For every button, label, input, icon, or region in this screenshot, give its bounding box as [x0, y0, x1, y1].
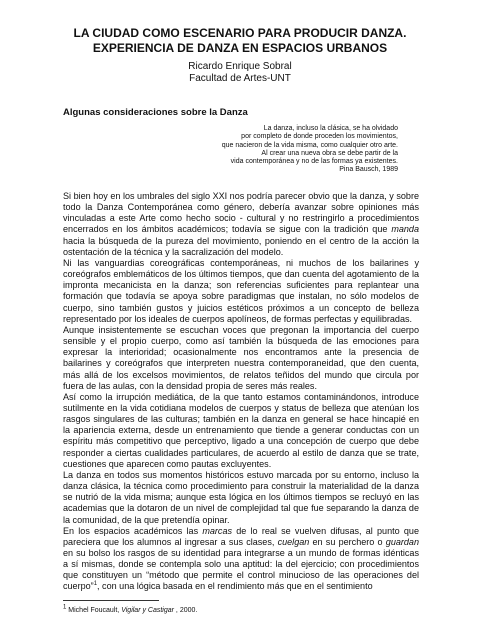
paragraph-text: en su perchero o — [309, 536, 386, 547]
paragraph-text: en su bolso los rasgos de su identidad para integrarse a un mundo de formas idénticas a sí mismas, donde se contempla solo una aptitud: la del ejercicio; con procedimientos que constituyen un “método que permite el control minucioso de las operaciones del cuerpo” — [63, 548, 419, 592]
epigraph — [138, 125, 398, 175]
footnote-divider — [63, 600, 159, 601]
page-title — [40, 26, 440, 55]
epigraph-attribution: Pina Bausch, 1989 — [339, 166, 398, 174]
paragraph-text: , con una lógica basada en el rendimiento más que en el sentimiento — [97, 581, 373, 592]
emphasis-text: manda — [391, 224, 419, 235]
paragraph-1 — [63, 191, 419, 258]
emphasis-text: guardan — [385, 536, 419, 547]
footnote-marker: 1 — [63, 604, 67, 611]
paragraph-2: Ni las vanguardias coreográficas contemporáneas, ni muchos de los bailarines y coreógrafos emblemáticos de los últimos tiempos, que dan cuenta del agotamiento de la impronta mecanicista en la danza; son referencias suficientes para replantear una formación que todavía se apoya sobre paradigmas que instalan, no sólo modelos de cuerpo, sino también gustos y juicios estéticos próximos a un concepto de belleza representado por los ideales de cuerpos apolíneos, de formas perfectas y equilibradas. — [63, 257, 419, 324]
paragraph-text: En los espacios académicos las — [63, 525, 203, 536]
footnote-author: Michel Foucault, — [66, 607, 122, 614]
paragraph-text: hacia la búsqueda de la pureza del movimiento, poniendo en el centro de la acción la ostentación de la técnica y la sacralización del modelo. — [63, 235, 419, 257]
body-text — [63, 191, 419, 593]
section-heading: Algunas consideraciones sobre la Danza — [63, 107, 248, 118]
emphasis-text: cuelgan — [277, 536, 310, 547]
epigraph-line: Al crear una nueva obra se debe partir de la — [261, 149, 398, 157]
author-block — [40, 61, 440, 85]
title-line-2: EXPERIENCIA DE DANZA EN ESPACIOS URBANOS — [92, 40, 388, 55]
footnote-year: , 2000. — [173, 607, 198, 614]
footnote-work: Vigilar y Castigar — [121, 607, 174, 614]
author-affiliation: Facultad de Artes-UNT — [189, 73, 291, 84]
epigraph-line: vida contemporánea y no de las formas ya existentes. — [230, 158, 398, 166]
epigraph-line: que nacieron de la vida misma, como cualquier otro arte. — [221, 141, 398, 149]
footnote — [63, 606, 197, 615]
paragraph-5: La danza en todos sus momentos históricos estuvo marcada por su entorno, incluso la danza clásica, la técnica como procedimiento para construir la materialidad de la danza se nutrió de la vida misma; aunque esta lógica en los últimos tiempos se recluyó en las academias que la dotaron de un nivel de complejidad tal que fue separando la danza de la comunidad, de la que pretendía opinar. — [63, 469, 419, 525]
author-name: Ricardo Enrique Sobral — [188, 61, 292, 72]
epigraph-line: por completo de donde proceden los movimientos, — [241, 133, 398, 141]
title-line-1: LA CIUDAD COMO ESCENARIO PARA PRODUCIR DANZA. — [73, 26, 407, 40]
paragraph-text: Si bien hoy en los umbrales del siglo XXI nos podría parecer obvio que la danza, y sobre todo la Danza Contemporánea como género, debería avanzar sobre opiniones más vinculadas a este Arte como hecho socio - cultural y no restringirlo a procedimientos encerrados en los ámbitos académicos; todavía se sigue con la tradición que — [63, 191, 419, 235]
paragraph-6 — [63, 526, 419, 593]
paragraph-3: Aunque insistentemente se escuchan voces que pregonan la importancia del cuerpo sensible y el propio cuerpo, como así también la búsqueda de las emociones para expresar la interioridad; ocasionalmente nos encontramos ante la presencia de bailarines y coreógrafos que interpreten nuestra contemporaneidad, que den cuenta, más allá de los excelsos movimientos, de relatos teñidos del mundo que circula por fuera de las aulas, con la densidad propia de seres más reales. — [63, 324, 419, 391]
emphasis-text: marcas — [202, 525, 233, 536]
paragraph-text: de lo real se vuelven difusas, al punto que pareciera que los alumnos al ingresar a sus clases, — [63, 525, 419, 547]
paragraph-4: Así como la irrupción mediática, de la que tanto estamos contaminándonos, introduce sutilmente en la vida cotidiana modelos de cuerpos y status de belleza que atenúan los rasgos singulares de las culturas; también en la danza en general se hace hincapié en la apariencia externa, desde un entrenamiento que tiende a generar conductas con un espíritu más competitivo que perceptivo, ligado a una concepción de cuerpo que debe responder a ciertas cualidades particulares, de acuerdo al estilo de danza que se trate, cuestiones que aparecen como pautas excluyentes. — [63, 391, 419, 469]
footnote-reference[interactable]: 1 — [93, 581, 98, 588]
epigraph-line: La danza, incluso la clásica, se ha olvidado — [263, 125, 398, 132]
